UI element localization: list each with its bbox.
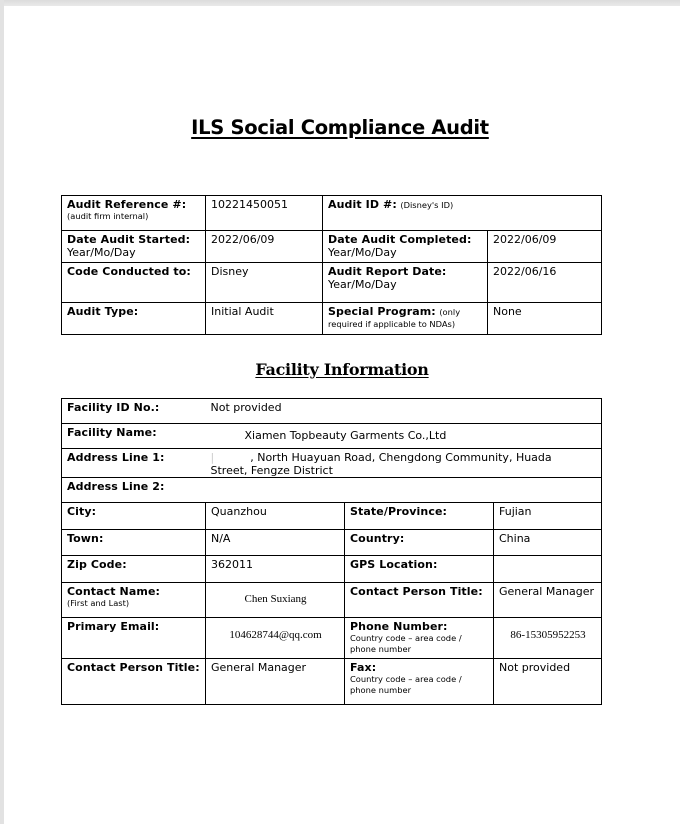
country-label-cell [345,530,494,556]
table-row [62,478,602,503]
table-row [62,618,602,659]
phone-label-cell [345,618,494,659]
address1-value-cell [206,449,602,478]
facility-information-table [61,398,602,705]
phone-value: 86-15305952253 [494,618,602,659]
special-program-label: Special Program: [328,305,436,318]
date-completed-value: 2022/06/09 [488,231,602,263]
city-value: Quanzhou [206,503,345,530]
zip-label: Zip Code: [67,558,127,571]
address1-label: Address Line 1: [67,451,165,464]
address1-label-cell [62,449,206,478]
fax-label: Fax: [350,661,377,674]
fax-label-cell [345,659,494,705]
date-started-value: 2022/06/09 [206,231,323,263]
facility-id-label: Facility ID No.: [67,401,160,414]
email-label: Primary Email: [67,620,160,633]
code-conducted-label: Code Conducted to: [67,265,191,278]
table-row [62,530,602,556]
country-label: Country: [350,532,405,545]
table-row [62,583,602,618]
zip-label-cell [62,556,206,583]
date-completed-label-cell [323,231,488,263]
contact-name-label-cell [62,583,206,618]
facility-name-value: Xiamen Topbeauty Garments Co.,Ltd [206,424,602,449]
audit-id-label: Audit ID #: [328,198,397,211]
date-completed-label: Date Audit Completed: [328,233,472,246]
report-date-format: Year/Mo/Day [328,278,397,291]
report-date-value: 2022/06/16 [488,263,602,303]
audit-reference-label-cell [62,196,206,231]
code-conducted-label-cell [62,263,206,303]
special-program-note-inline: (only [439,307,461,317]
contact-title2-label-cell [62,659,206,705]
contact-title-label-cell [345,583,494,618]
contact-name-label: Contact Name: [67,585,161,598]
code-conducted-value: Disney [206,263,323,303]
state-label-cell [345,503,494,530]
town-value: N/A [206,530,345,556]
address2-label: Address Line 2: [67,480,165,493]
state-label: State/Province: [350,505,448,518]
special-program-label-cell [323,303,488,335]
table-row [62,659,602,705]
date-started-label-cell [62,231,206,263]
document-title: ILS Social Compliance Audit [191,116,489,139]
audit-type-value: Initial Audit [206,303,323,335]
country-value: China [494,530,602,556]
table-row [62,231,602,263]
audit-id-note: (Disney's ID) [400,200,454,210]
date-started-label: Date Audit Started: [67,233,191,246]
audit-reference-note: (audit firm internal) [67,211,149,221]
table-row [62,556,602,583]
audit-reference-label: Audit Reference #: [67,198,187,211]
table-row [62,399,602,424]
facility-information-heading: Facility Information [255,360,429,379]
email-label-cell [62,618,206,659]
state-value: Fujian [494,503,602,530]
table-row [62,503,602,530]
table-row [62,303,602,335]
email-value: 104628744@qq.com [206,618,345,659]
city-label: City: [67,505,97,518]
fax-value: Not provided [494,659,602,705]
phone-note: Country code – area code / phone number [350,633,462,654]
contact-title-label: Contact Person Title: [350,585,483,598]
special-program-value: None [488,303,602,335]
redacted-mark: | [210,451,215,464]
audit-reference-value: 10221450051 [206,196,323,231]
contact-title-value: General Manager [494,583,602,618]
gps-value [494,556,602,583]
table-row [62,424,602,449]
facility-id-value: Not provided [206,399,602,424]
contact-name-note: (First and Last) [67,598,130,608]
gps-label-cell [345,556,494,583]
town-label: Town: [67,532,104,545]
address2-value [206,478,602,503]
audit-info-table [61,195,602,335]
gps-label: GPS Location: [350,558,438,571]
facility-name-label-cell [62,424,206,449]
fax-note: Country code – area code / phone number [350,674,462,695]
contact-name-value: Chen Suxiang [206,583,345,618]
city-label-cell [62,503,206,530]
zip-value: 362011 [206,556,345,583]
address2-label-cell [62,478,206,503]
contact-title2-value: General Manager [206,659,345,705]
audit-type-label: Audit Type: [67,305,139,318]
facility-id-label-cell [62,399,206,424]
report-date-label: Audit Report Date: [328,265,447,278]
date-started-format: Year/Mo/Day [67,246,136,259]
special-program-note: required if applicable to NDAs) [328,319,456,329]
audit-id-label-cell [323,196,602,231]
table-row [62,449,602,478]
contact-title2-label: Contact Person Title: [67,661,200,674]
table-row [62,196,602,231]
town-label-cell [62,530,206,556]
viewer-top-border [0,0,680,6]
phone-label: Phone Number: [350,620,448,633]
address1-value: , North Huayuan Road, Chengdong Community, Huada Street, Fengze District [210,451,552,477]
audit-type-label-cell [62,303,206,335]
facility-name-label: Facility Name: [67,426,157,439]
date-completed-format: Year/Mo/Day [328,246,397,259]
table-row [62,263,602,303]
report-date-label-cell [323,263,488,303]
